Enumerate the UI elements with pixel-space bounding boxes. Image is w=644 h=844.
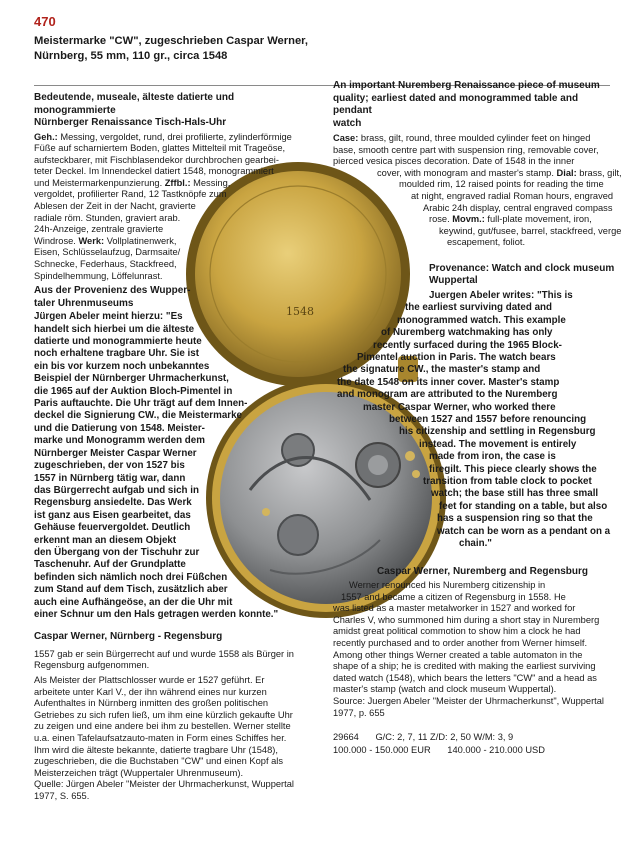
quote-line: transition from table clock to pocket <box>423 476 592 488</box>
desc-text: Windrose. <box>34 235 79 246</box>
lot-grades: G/C: 2, 7, 11 Z/D: 2, 50 W/M: 3, 9 <box>375 732 514 743</box>
quote-line: recently surfaced during the 1965 Block- <box>373 339 562 351</box>
heading-line: Provenance: Watch and clock museum <box>429 262 615 274</box>
english-column <box>333 80 622 756</box>
label-movement: Werk: <box>78 235 105 246</box>
quote-line: die 1965 auf der Auktion Bloch-Pimentel in <box>34 385 233 397</box>
label-dial: Zffbl.: <box>164 177 191 188</box>
desc-line: Ablesen der Zeit in der Nacht, gravierte <box>34 201 196 212</box>
lot-title-line: Meistermarke "CW", zugeschrieben Caspar Werner, <box>34 35 309 47</box>
desc-text: full-plate movement, iron, <box>484 214 592 225</box>
quote-line: has a suspension ring so that the <box>437 513 593 525</box>
desc-line: 24h-Anzeige, zentrale gravierte <box>34 224 164 235</box>
quote-line: und die Datierung von 1548. Meister- <box>34 422 205 434</box>
german-quote <box>34 311 296 621</box>
desc-line: moulded rim, 12 raised points for reading the time <box>399 179 604 190</box>
quote-line: instead. The movement is entirely <box>419 438 577 450</box>
heading-line: Aus der Provenienz des Wupper- <box>34 285 191 297</box>
german-description <box>34 132 296 283</box>
german-werner-p1: 1557 gab er sein Bürgerrecht auf und wurde 1558 als Bürger in Regensburg aufgenommen. <box>34 648 294 671</box>
desc-text: rose. <box>429 214 453 225</box>
label-dial: Dial: <box>556 167 577 178</box>
quote-line: marke und Monogramm werden dem <box>34 435 205 447</box>
desc-text: und Meistermarkenpunzierung. <box>34 177 165 188</box>
lot-number: 29664 <box>333 732 359 743</box>
desc-line: aufsteckbarer, mit Fischblasendekor durchbrochen gearbei- <box>34 154 279 165</box>
quote-line: of Nuremberg watchmaking has only <box>381 327 553 339</box>
quote-line: noch erhaltene tragbare Uhr. Sie ist <box>34 348 199 360</box>
werner-line: 1977, p. 655 <box>333 707 385 718</box>
heading-line: taler Uhrenmuseums <box>34 297 134 309</box>
werner-line: shape of a ship; he is credited with making the earliest surviving <box>333 661 596 672</box>
werner-line: was listed as a master metalworker in 1527 and worked for <box>333 603 576 614</box>
german-werner-source: Quelle: Jürgen Abeler "Meister der Uhrmacherkunst, Wuppertal 1977, S. 655. <box>34 779 294 801</box>
quote-line: deckel die Signierung CW., die Meistermarke <box>34 410 242 422</box>
german-werner-heading: Caspar Werner, Nürnberg - Regensburg <box>34 631 223 643</box>
desc-line: keywind, gut/fusee, barrel, stackfreed, verge <box>439 225 622 236</box>
quote-line: Juergen Abeler writes: "This is <box>429 289 573 301</box>
desc-line: radiale röm. Stunden, graviert arab. <box>34 212 181 223</box>
german-werner-p2: Als Meister der Plattschlosser wurde er 1527 geführt. Er arbeitete unter Karl V., der ihn während eines nur kurzen Aufenthaltes in Nürnberg inmitten des großen politischen Getriebes zu sich rufen ließ, um ihm eine kürzlich gekaufte Uhr zu zeigen und eine andere bei ihm zu bestellen. Werner stellte u.a. einen Tafelaufsatzauto-maten in Form eines Schiffes her. Ihm wird die älteste bekannte, datierte tragbare Uhr (1548), zugeschrieben, die die Buchstaben "CW" und einen Kopf als Meisterzeichen trägt (Wuppertaler Uhrenmuseum). <box>34 675 293 778</box>
label-case: Case: <box>333 133 359 143</box>
lot-title <box>34 34 324 63</box>
english-heading <box>333 80 617 130</box>
desc-text: brass, gilt, <box>576 167 622 178</box>
quote-line: befinden sich nämlich noch drei Füßchen <box>34 571 228 583</box>
desc-line: teter Deckel. Im Innendeckel datiert 1548, monogrammiert <box>34 166 274 177</box>
quote-line: the date 1548 on its inner cover. Master's stamp <box>337 376 560 388</box>
quote-line: einer Schnur um den Hals getragen werden konnte." <box>34 608 279 620</box>
desc-line: pierced vesica pisces decoration. Date of 1548 in the inner <box>333 156 575 167</box>
quote-line: chain." <box>459 538 492 550</box>
german-heading <box>34 92 296 130</box>
werner-line: recently purchased and to order another from Werner himself. <box>333 637 588 648</box>
english-provenance-heading <box>333 263 617 288</box>
werner-line: Among other things Werner created a table automaton in the <box>333 649 583 660</box>
quote-line: firegilt. This piece clearly shows the <box>429 463 597 475</box>
quote-line: watch can be worn as a pendant on a <box>437 525 611 537</box>
english-description <box>333 133 622 249</box>
werner-line: master's stamp (watch and clock museum Wuppertal). <box>333 684 557 695</box>
quote-line: master Caspar Werner, who worked there <box>363 401 556 413</box>
estimate-usd: 140.000 - 210.000 USD <box>447 744 545 755</box>
quote-line: monogrammed watch. This example <box>397 314 566 326</box>
estimate-eur: 100.000 - 150.000 EUR <box>333 744 431 755</box>
heading-line: Bedeutende, museale, älteste datierte und monogrammierte <box>34 92 235 116</box>
page-number: 470 <box>34 14 56 29</box>
desc-line: base, smooth centre part with suspension ring, removable cover, <box>333 144 599 155</box>
werner-line: 1557 and became a citizen of Regensburg in 1558. He <box>341 591 566 602</box>
quote-line: Taschenuhr. Auf der Grundplatte <box>34 559 186 571</box>
quote-line: ist ganz aus Eisen gearbeitet, das <box>34 509 191 521</box>
desc-line: Arabic 24h display, central engraved compass <box>423 202 613 213</box>
quote-line: Beispiel der Nürnberger Uhrmacherkunst, <box>34 373 229 385</box>
quote-line: made from iron, the case is <box>429 451 556 463</box>
quote-line: Pimentel auction in Paris. The watch bears <box>357 351 556 363</box>
quote-line: zum Stand auf dem Tisch, zusätzlich aber <box>34 584 228 596</box>
desc-text: brass, gilt, round, three moulded cylinder feet on hinged <box>358 133 591 143</box>
quote-line: ein bis vor kurzem noch unbekanntes <box>34 360 210 372</box>
quote-line: auch eine Aufhängeöse, an der die Uhr mit <box>34 596 233 608</box>
desc-text: cover, with monogram and master's stamp. <box>377 167 557 178</box>
english-quote <box>333 290 617 551</box>
quote-line: Paris auftauchte. Die Uhr trägt auf dem Innen- <box>34 398 248 410</box>
desc-line: Eisen, Schlüsselaufzug, Darmsaite/ <box>34 247 181 258</box>
werner-line: Charles V, who summoned him during a short stay in Nuremberg <box>333 614 600 625</box>
lot-title-line: Nürnberg, 55 mm, 110 gr., circa 1548 <box>34 49 228 62</box>
label-case: Geh.: <box>34 131 58 142</box>
desc-text: Vollplatinenwerk, <box>104 235 177 246</box>
quote-line: den Übergang von der Tischuhr zur <box>34 546 200 558</box>
quote-line: feet for standing on a table, but also <box>439 500 608 512</box>
heading-line: watch <box>333 117 362 129</box>
quote-line: the earliest surviving dated and <box>405 302 552 314</box>
desc-line: escapement, foliot. <box>447 237 526 248</box>
werner-line: amidst great political commotion to show him a clock he had <box>333 626 581 637</box>
quote-line: between 1527 and 1557 before renouncing <box>389 414 587 425</box>
heading-line: An important Nuremberg Renaissance piece of museum <box>333 80 600 91</box>
quote-line: his citizenship and settling in Regensburg <box>399 426 596 438</box>
quote-line: handelt sich hierbei um die älteste <box>34 323 195 335</box>
desc-text: Messing, vergoldet, rund, drei profilierte, zylinderförmige <box>57 131 292 142</box>
label-movement: Movm.: <box>452 214 485 225</box>
werner-line: Source: Juergen Abeler "Meister der Uhrmacherkunst", Wuppertal <box>333 695 604 706</box>
german-column <box>34 92 296 803</box>
werner-line: Werner renounced his Nuremberg citizenship in <box>349 579 546 590</box>
english-werner-heading: Caspar Werner, Nuremberg and Regensburg <box>377 566 588 578</box>
quote-line: Gehäuse feuervergoldet. Deutlich <box>34 522 191 534</box>
engraved-date: 1548 <box>286 305 314 318</box>
quote-line: 1557 in Nürnberg tätig war, dann <box>34 472 186 484</box>
english-werner-text <box>333 580 617 719</box>
desc-line: vergoldet, profilierter Rand, 12 Tastknöpfe zum <box>34 189 227 200</box>
desc-line: at night, engraved radial Roman hours, engraved <box>411 190 614 201</box>
german-provenance-heading <box>34 285 296 310</box>
quote-line: Nürnberger Meister Caspar Werner <box>34 447 197 459</box>
heading-line: Wuppertal <box>429 275 478 287</box>
desc-line: Füße auf scharniertem Boden, glattes Mittelteil mit Trageöse, <box>34 143 286 154</box>
desc-line: Schnecke, Federhaus, Stackfreed, <box>34 259 177 270</box>
desc-text: Messing, <box>190 177 231 188</box>
quote-line: watch; the base still has three small <box>431 488 599 500</box>
quote-line: Jürgen Abeler meint hierzu: "Es <box>34 311 183 323</box>
quote-line: the signature CW., the master's stamp and <box>343 364 541 376</box>
quote-line: das Bürgerrecht aufgab und sich in <box>34 484 199 496</box>
quote-line: Regensburg ansiedelte. Das Werk <box>34 497 192 509</box>
quote-line: datierte und monogrammierte heute <box>34 336 202 348</box>
quote-line: and monogram are attributed to the Nuremberg <box>337 389 558 401</box>
quote-line: erkennt man an diesem Objekt <box>34 534 177 546</box>
werner-line: dated watch (1548), which bears the letters "CW" and a head as <box>333 672 597 683</box>
quote-line: zugeschrieben, der von 1527 bis <box>34 460 185 472</box>
heading-line: quality; earliest dated and monogrammed table and pendant <box>333 92 579 116</box>
heading-line: Nürnberger Renaissance Tisch-Hals-Uhr <box>34 117 227 128</box>
desc-line: Spindelhemmung, Löffelunrast. <box>34 270 163 281</box>
lot-footer <box>333 731 617 756</box>
